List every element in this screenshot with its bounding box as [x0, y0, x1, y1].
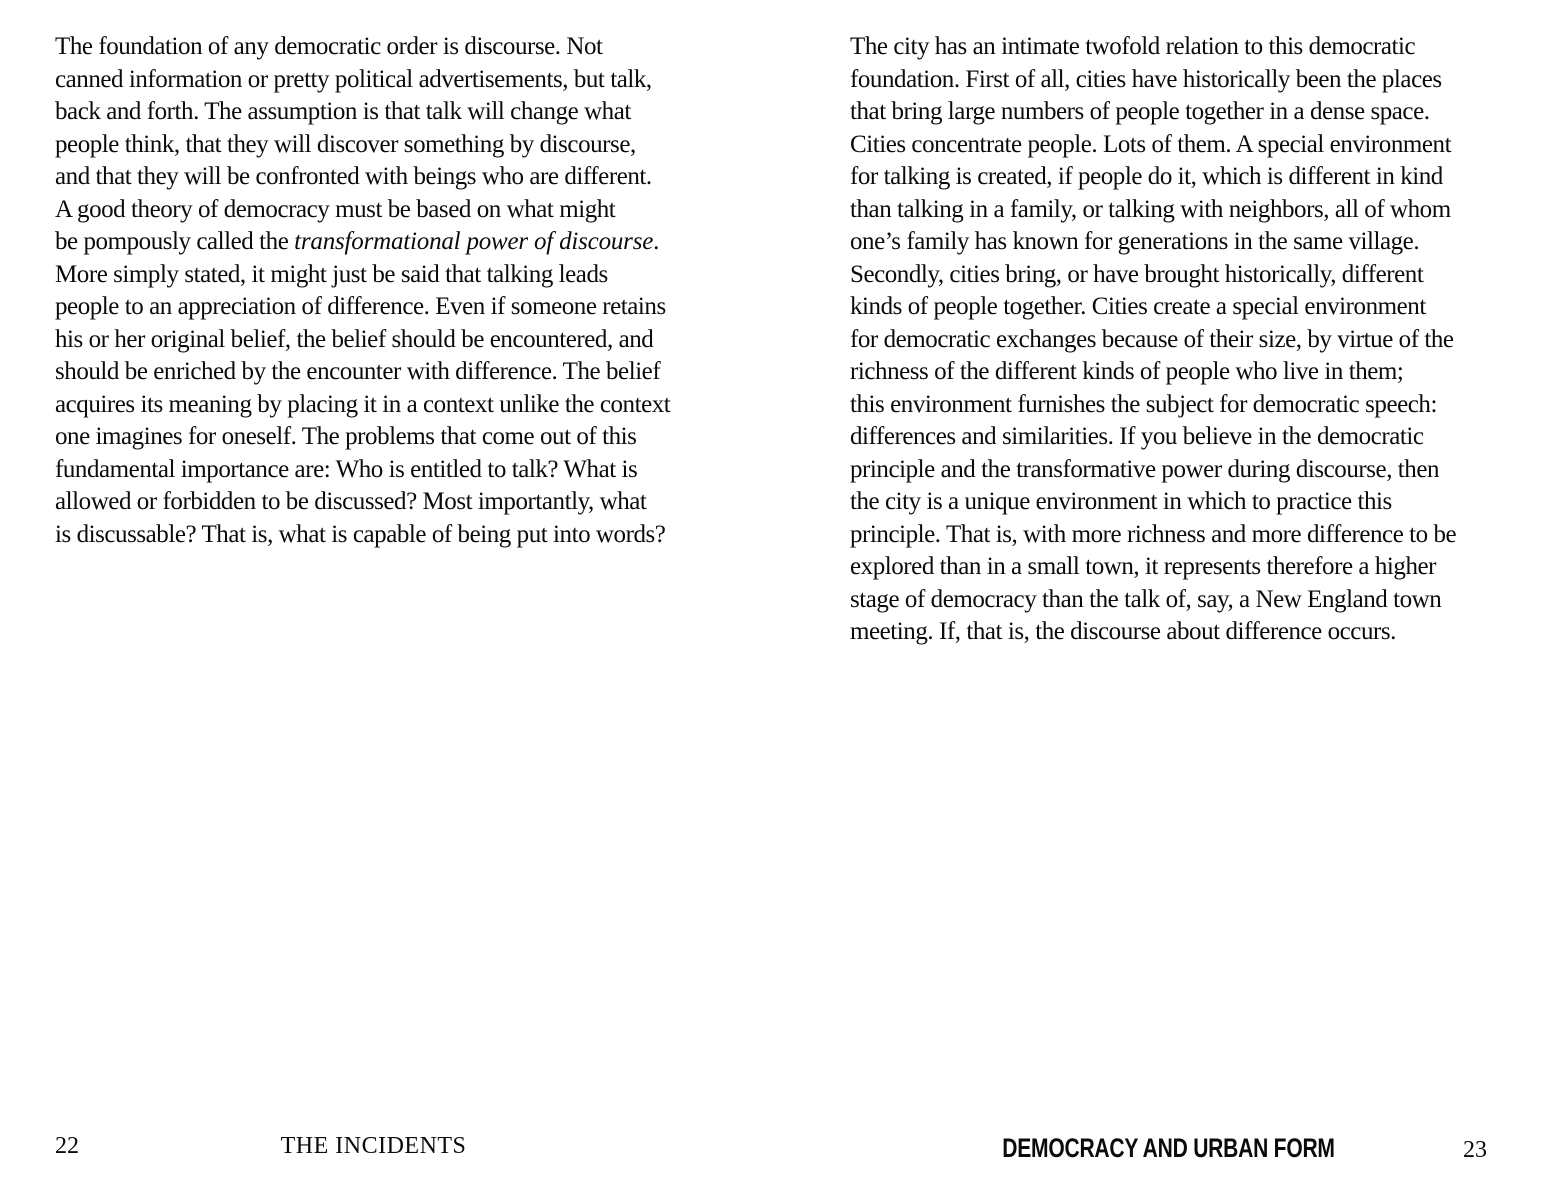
- page-right: [850, 0, 1510, 1200]
- body-paragraph-left: The foundation of any democratic order is discourse. Not canned information or pretty political advertisements, but talk, back and forth. The assumption is that talk will change what people think, that they will discover something by discourse, and that they will be confronted with beings who are different. A good theory of democracy must be based on what might be pompously called the transformational power of discourse. More simply stated, it might just be said that talking leads people to an appreciation of difference. Even if someone retains his or her original belief, the belief should be encountered, and should be enriched by the encounter with difference. The belief acquires its meaning by placing it in a context unlike the context one imagines for oneself. The problems that come out of this fundamental importance are: Who is entitled to talk? What is allowed or forbidden to be discussed? Most importantly, what is discussable? That is, what is capable of being put into words?: [55, 33, 671, 548]
- page-number-right: 23: [1463, 1137, 1487, 1163]
- running-title-right: DEMOCRACY AND URBAN FORM: [1002, 1133, 1335, 1163]
- footer-left: [55, 1133, 692, 1163]
- body-paragraph-right: The city has an intimate twofold relation to this democratic foundation. First of all, cities have historically been the places that bring large numbers of people together in a dense space. Cities concentrate people. Lots of them. A special environment for talking is created, if people do it, which is different in kind than talking in a family, or talking with neighbors, all of whom one’s family has known for generations in the same village. Secondly, cities bring, or have brought historically, different kinds of people together. Cities create a special environment for democratic exchanges because of their size, by virtue of the richness of the different kinds of people who live in them; this environment furnishes the subject for democratic speech: differences and similarities. If you believe in the democratic principle and the transformative power during discourse, then the city is a unique environment in which to practice this principle. That is, with more richness and more difference to be explored than in a small town, it represents therefore a higher stage of democracy than the talk of, say, a New England town meeting. If, that is, the discourse about difference occurs.: [850, 33, 1457, 645]
- page-number-left: 22: [55, 1133, 79, 1159]
- page-left: [55, 0, 715, 1200]
- running-title-left: THE INCIDENTS: [280, 1133, 467, 1159]
- footer-right: [850, 1133, 1487, 1163]
